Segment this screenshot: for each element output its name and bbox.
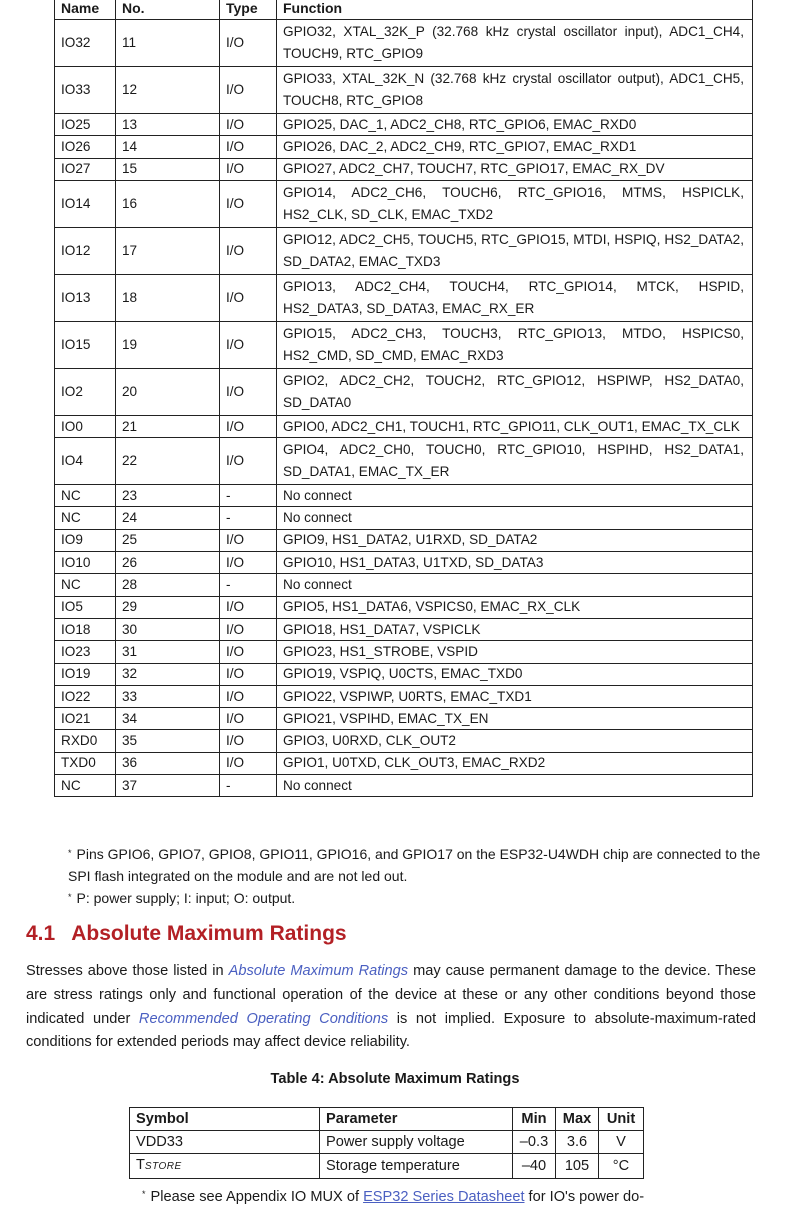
cell-type: - (220, 574, 277, 596)
cell-function: No connect (277, 574, 753, 596)
table-row (55, 67, 753, 114)
table-row (55, 438, 753, 485)
table-row (55, 114, 753, 136)
paragraph-text: may cause permanent damage to the device. These are stress ratings only and functional operation of the device at these or any other conditions beyond those indicated under (26, 963, 756, 1027)
header-type: Type (220, 0, 277, 20)
table-row (55, 136, 753, 158)
table-row (55, 368, 753, 415)
cell-no: 19 (116, 321, 220, 368)
header-min: Min (513, 1108, 556, 1131)
cell-function: GPIO14, ADC2_CH6, TOUCH6, RTC_GPIO16, MTMS, HSPICLK, HS2_CLK, SD_CLK, EMAC_TXD2 (277, 180, 753, 227)
cell-name: IO25 (55, 114, 116, 136)
cell-name: IO12 (55, 227, 116, 274)
cell-no: 36 (116, 752, 220, 774)
footnote-legend (68, 887, 768, 909)
cell-type: - (220, 775, 277, 797)
cell-no: 29 (116, 596, 220, 618)
cell-no: 12 (116, 67, 220, 114)
section-paragraph (26, 960, 756, 1055)
cell-no: 20 (116, 368, 220, 415)
cell-name: IO14 (55, 180, 116, 227)
table-row (130, 1131, 644, 1154)
cell-function: GPIO19, VSPIQ, U0CTS, EMAC_TXD0 (277, 663, 753, 685)
cell-type: I/O (220, 180, 277, 227)
cell-function: GPIO0, ADC2_CH1, TOUCH1, RTC_GPIO11, CLK_OUT1, EMAC_TX_CLK (277, 415, 753, 437)
cell-name: IO22 (55, 685, 116, 707)
table-footnote (142, 1189, 644, 1205)
cell-max: 105 (556, 1154, 599, 1179)
cell-name: IO18 (55, 618, 116, 640)
cell-no: 26 (116, 552, 220, 574)
table-header-row (55, 0, 753, 20)
cell-name: IO32 (55, 20, 116, 67)
cell-name: NC (55, 775, 116, 797)
cell-name: IO0 (55, 415, 116, 437)
cell-function: GPIO12, ADC2_CH5, TOUCH5, RTC_GPIO15, MTDI, HSPIQ, HS2_DATA2, SD_DATA2, EMAC_TXD3 (277, 227, 753, 274)
cell-function: GPIO18, HS1_DATA7, VSPICLK (277, 618, 753, 640)
cell-name: IO33 (55, 67, 116, 114)
section-title-text: Absolute Maximum Ratings (71, 922, 347, 945)
cell-symbol: VDD33 (130, 1131, 320, 1154)
table-row (55, 596, 753, 618)
cell-type: I/O (220, 552, 277, 574)
cell-no: 35 (116, 730, 220, 752)
link-esp32-datasheet[interactable]: ESP32 Series Datasheet (363, 1189, 525, 1205)
table-row (55, 180, 753, 227)
cell-no: 31 (116, 641, 220, 663)
cell-type: I/O (220, 114, 277, 136)
cell-function: GPIO25, DAC_1, ADC2_CH8, RTC_GPIO6, EMAC_RXD0 (277, 114, 753, 136)
pin-definition-table (54, 0, 753, 797)
cell-min: –0.3 (513, 1131, 556, 1154)
cell-name: IO19 (55, 663, 116, 685)
cell-name: IO13 (55, 274, 116, 321)
cell-parameter: Storage temperature (320, 1154, 513, 1179)
table-row (55, 20, 753, 67)
cell-type: I/O (220, 663, 277, 685)
cell-type: - (220, 507, 277, 529)
footnote-text: for IO's power do- (524, 1189, 645, 1205)
cell-no: 24 (116, 507, 220, 529)
cell-name: IO9 (55, 529, 116, 551)
cell-function: No connect (277, 775, 753, 797)
cell-no: 21 (116, 415, 220, 437)
cell-type: I/O (220, 641, 277, 663)
cell-type: I/O (220, 67, 277, 114)
cell-type: I/O (220, 529, 277, 551)
cell-function: GPIO22, VSPIWP, U0RTS, EMAC_TXD1 (277, 685, 753, 707)
cell-name: RXD0 (55, 730, 116, 752)
cell-unit: V (599, 1131, 644, 1154)
footnote-mark: * (142, 1189, 146, 1199)
paragraph-text: Stresses above those listed in (26, 963, 229, 979)
table-row (55, 752, 753, 774)
cell-type: I/O (220, 730, 277, 752)
cell-type: I/O (220, 708, 277, 730)
cell-type: I/O (220, 415, 277, 437)
cell-function: GPIO2, ADC2_CH2, TOUCH2, RTC_GPIO12, HSPIWP, HS2_DATA0, SD_DATA0 (277, 368, 753, 415)
table-row (55, 529, 753, 551)
link-absolute-max-ratings[interactable]: Absolute Maximum Ratings (228, 963, 409, 979)
cell-function: No connect (277, 507, 753, 529)
footnote-mark: * (68, 892, 72, 902)
cell-function: GPIO27, ADC2_CH7, TOUCH7, RTC_GPIO17, EMAC_RX_DV (277, 158, 753, 180)
footnote-mark: * (68, 848, 72, 858)
cell-name: IO15 (55, 321, 116, 368)
link-recommended-operating-conditions[interactable]: Recommended Operating Conditions (138, 1010, 389, 1027)
footnote-text: Pins GPIO6, GPIO7, GPIO8, GPIO11, GPIO16, and GPIO17 on the ESP32-U4WDH chip are connected to the SPI flash integrated on the module and are not led out. (68, 846, 761, 884)
cell-type: I/O (220, 618, 277, 640)
cell-name: IO5 (55, 596, 116, 618)
cell-type: - (220, 485, 277, 507)
table-row (55, 507, 753, 529)
cell-function: GPIO23, HS1_STROBE, VSPID (277, 641, 753, 663)
cell-type: I/O (220, 158, 277, 180)
table-caption: Table 4: Absolute Maximum Ratings (270, 1071, 520, 1087)
paragraph-text: is not implied. Exposure to absolute-maximum-rated conditions for extended periods may affect device reliability. (26, 1010, 756, 1051)
cell-name: NC (55, 485, 116, 507)
absolute-max-ratings-table (129, 1107, 644, 1179)
header-name: Name (55, 0, 116, 20)
table-row (55, 685, 753, 707)
cell-function: GPIO32, XTAL_32K_P (32.768 kHz crystal oscillator input), ADC1_CH4, TOUCH9, RTC_GPIO9 (277, 20, 753, 67)
cell-no: 34 (116, 708, 220, 730)
cell-no: 30 (116, 618, 220, 640)
table-row (55, 775, 753, 797)
footnote-text: Please see Appendix IO MUX of (150, 1189, 364, 1205)
cell-type: I/O (220, 20, 277, 67)
cell-function: GPIO4, ADC2_CH0, TOUCH0, RTC_GPIO10, HSPIHD, HS2_DATA1, SD_DATA1, EMAC_TX_ER (277, 438, 753, 485)
table-row (55, 663, 753, 685)
cell-name: IO27 (55, 158, 116, 180)
cell-max: 3.6 (556, 1131, 599, 1154)
header-no: No. (116, 0, 220, 20)
table-row (55, 274, 753, 321)
cell-no: 33 (116, 685, 220, 707)
cell-type: I/O (220, 685, 277, 707)
cell-no: 11 (116, 20, 220, 67)
symbol-main: T (136, 1157, 145, 1173)
cell-function: GPIO10, HS1_DATA3, U1TXD, SD_DATA3 (277, 552, 753, 574)
table-row (55, 227, 753, 274)
cell-name: IO10 (55, 552, 116, 574)
cell-function: GPIO3, U0RXD, CLK_OUT2 (277, 730, 753, 752)
cell-no: 18 (116, 274, 220, 321)
table-row (55, 158, 753, 180)
cell-no: 28 (116, 574, 220, 596)
cell-no: 23 (116, 485, 220, 507)
cell-type: I/O (220, 274, 277, 321)
cell-no: 15 (116, 158, 220, 180)
table-row (55, 415, 753, 437)
cell-name: NC (55, 507, 116, 529)
table-row (55, 552, 753, 574)
cell-name: IO21 (55, 708, 116, 730)
table-row (55, 574, 753, 596)
header-unit: Unit (599, 1108, 644, 1131)
cell-type: I/O (220, 752, 277, 774)
cell-type: I/O (220, 596, 277, 618)
cell-symbol (130, 1154, 320, 1179)
table-row (55, 708, 753, 730)
table-header-row (130, 1108, 644, 1131)
cell-no: 22 (116, 438, 220, 485)
cell-function: GPIO33, XTAL_32K_N (32.768 kHz crystal oscillator output), ADC1_CH5, TOUCH8, RTC_GPIO8 (277, 67, 753, 114)
table-row (55, 618, 753, 640)
cell-no: 14 (116, 136, 220, 158)
cell-function: GPIO21, VSPIHD, EMAC_TX_EN (277, 708, 753, 730)
cell-name: IO2 (55, 368, 116, 415)
cell-type: I/O (220, 438, 277, 485)
symbol-subscript: STORE (144, 1161, 182, 1172)
table-row (55, 485, 753, 507)
section-number: 4.1 (26, 922, 56, 945)
cell-function: GPIO9, HS1_DATA2, U1RXD, SD_DATA2 (277, 529, 753, 551)
cell-function: GPIO5, HS1_DATA6, VSPICS0, EMAC_RX_CLK (277, 596, 753, 618)
cell-no: 17 (116, 227, 220, 274)
cell-type: I/O (220, 368, 277, 415)
cell-function: GPIO15, ADC2_CH3, TOUCH3, RTC_GPIO13, MTDO, HSPICS0, HS2_CMD, SD_CMD, EMAC_RXD3 (277, 321, 753, 368)
table-row (55, 730, 753, 752)
cell-no: 37 (116, 775, 220, 797)
cell-name: IO26 (55, 136, 116, 158)
table-row (55, 641, 753, 663)
cell-type: I/O (220, 136, 277, 158)
cell-parameter: Power supply voltage (320, 1131, 513, 1154)
section-heading (26, 922, 347, 946)
footnote-pins (68, 843, 768, 887)
cell-name: NC (55, 574, 116, 596)
header-function: Function (277, 0, 753, 20)
cell-name: IO23 (55, 641, 116, 663)
footnote-text: P: power supply; I: input; O: output. (76, 890, 296, 906)
cell-function: GPIO1, U0TXD, CLK_OUT3, EMAC_RXD2 (277, 752, 753, 774)
cell-name: TXD0 (55, 752, 116, 774)
header-parameter: Parameter (320, 1108, 513, 1131)
cell-unit: °C (599, 1154, 644, 1179)
table-row (130, 1154, 644, 1179)
header-symbol: Symbol (130, 1108, 320, 1131)
cell-function: No connect (277, 485, 753, 507)
cell-type: I/O (220, 227, 277, 274)
cell-function: GPIO26, DAC_2, ADC2_CH9, RTC_GPIO7, EMAC_RXD1 (277, 136, 753, 158)
cell-name: IO4 (55, 438, 116, 485)
cell-min: –40 (513, 1154, 556, 1179)
header-max: Max (556, 1108, 599, 1131)
cell-type: I/O (220, 321, 277, 368)
cell-no: 25 (116, 529, 220, 551)
cell-function: GPIO13, ADC2_CH4, TOUCH4, RTC_GPIO14, MTCK, HSPID, HS2_DATA3, SD_DATA3, EMAC_RX_ER (277, 274, 753, 321)
cell-no: 32 (116, 663, 220, 685)
cell-no: 16 (116, 180, 220, 227)
cell-no: 13 (116, 114, 220, 136)
table-row (55, 321, 753, 368)
